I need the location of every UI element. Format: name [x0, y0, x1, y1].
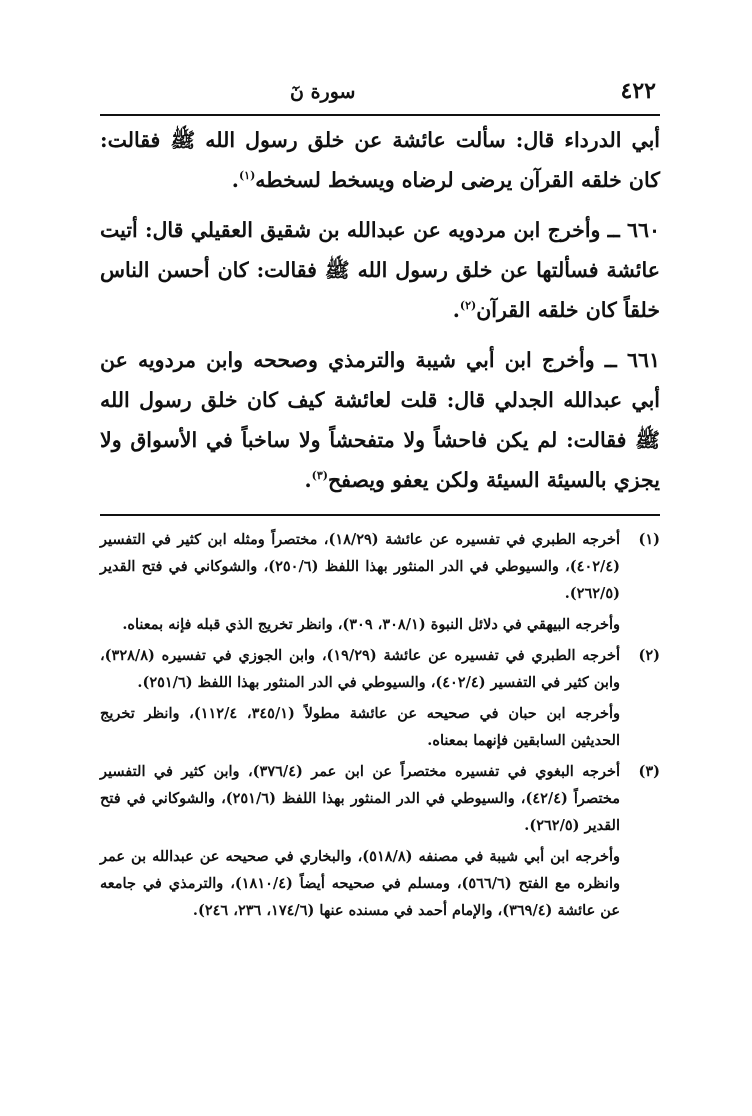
paragraph-1 [100, 120, 660, 200]
footnote-body [100, 526, 620, 638]
page-header [100, 78, 660, 116]
paragraph-661 [100, 340, 660, 500]
footnote-divider [100, 514, 660, 516]
footnote-paragraph: أخرجه الطبري في تفسيره عن عائشة (١٩/٢٩)، وابن الجوزي في تفسيره (٣٢٨/٨)، وابن كثير في التفسير (٤٠٢/٤)، والسيوطي في الدر المنثور بهذا اللفظ (٢٥١/٦). [100, 647, 620, 691]
footnote-number: (٢) [638, 647, 660, 664]
footnote-body [100, 642, 620, 754]
footnote-paragraph: وأخرجه ابن أبي شيبة في مصنفه (٥١٨/٨)، والبخاري في صحيحه عن عبدالله بن عمر وانظره مع الفتح (٥٦٦/٦)، ومسلم في صحيحه أيضاً (١٨١٠/٤)، والترمذي في جامعه عن عائشة (٣٦٩/٤)، والإمام أحمد في مسنده عنها (١٧٤/٦، ٢٣٦، ٢٤٦). [100, 848, 620, 919]
paragraph-text: ٦٦٠ ــ وأخرج ابن مردويه عن عبدالله بن شقيق العقيلي قال: أتيت عائشة فسألتها عن خلق رسول الله ﷺ فقالت: كان أحسن الناس خلقاً كان خلقه القرآن [100, 218, 660, 322]
paragraph-660 [100, 210, 660, 330]
footnote-ref: (٣) [311, 469, 328, 483]
paragraph-end: . [231, 168, 239, 192]
footnote-paragraph: أخرجه الطبري في تفسيره عن عائشة (١٨/٢٩)، مختصراً ومثله ابن كثير في التفسير (٤٠٢/٤)، والسيوطي في الدر المنثور بهذا اللفظ (٢٥٠/٦)، والشوكاني في فتح القدير (٢٦٢/٥). [100, 531, 620, 602]
footnotes [100, 526, 660, 924]
paragraph-end: . [452, 298, 460, 322]
footnote-2 [100, 642, 660, 754]
paragraph-end: . [304, 468, 312, 492]
book-page [100, 78, 660, 928]
paragraph-text: ٦٦١ ــ وأخرج ابن أبي شيبة والترمذي وصححه وابن مردويه عن أبي عبدالله الجدلي قال: قلت لعائشة كيف كان خلق رسول الله ﷺ فقالت: لم يكن فاحشاً ولا متفحشاً ولا ساخباً في الأسواق ولا يجزي بالسيئة السيئة ولكن يعفو ويصفح [100, 348, 660, 492]
footnote-number: (٣) [638, 763, 660, 780]
footnote-paragraph: وأخرجه البيهقي في دلائل النبوة (٣٠٨/١، ٣٠٩)، وانظر تخريج الذي قبله فإنه بمعناه. [122, 616, 620, 633]
footnote-body [100, 758, 620, 924]
main-text [100, 120, 660, 500]
paragraph-text: أبي الدرداء قال: سألت عائشة عن خلق رسول الله ﷺ فقالت: كان خلقه القرآن يرضى لرضاه ويسخط لسخطه [100, 128, 660, 192]
page-number: ٤٢٢ [620, 78, 656, 104]
footnote-3 [100, 758, 660, 924]
footnote-paragraph: وأخرجه ابن حبان في صحيحه عن عائشة مطولاً (٣٤٥/١، ١١٢/٤)، وانظر تخريج الحديثين السابقين فإنهما بمعناه. [100, 705, 621, 749]
footnote-number: (١) [638, 531, 660, 548]
surah-title: سورة نٓ [290, 81, 356, 103]
footnote-ref: (١) [238, 169, 256, 183]
footnote-1 [100, 526, 660, 638]
footnote-ref: (٢) [459, 299, 477, 313]
footnote-paragraph: أخرجه البغوي في تفسيره مختصراً عن ابن عمر (٣٧٦/٤)، وابن كثير في التفسير مختصراً (٤٢/٤)، والسيوطي في الدر المنثور بهذا اللفظ (٢٥١/٦)، والشوكاني في فتح القدير (٢٦٢/٥). [100, 763, 621, 834]
